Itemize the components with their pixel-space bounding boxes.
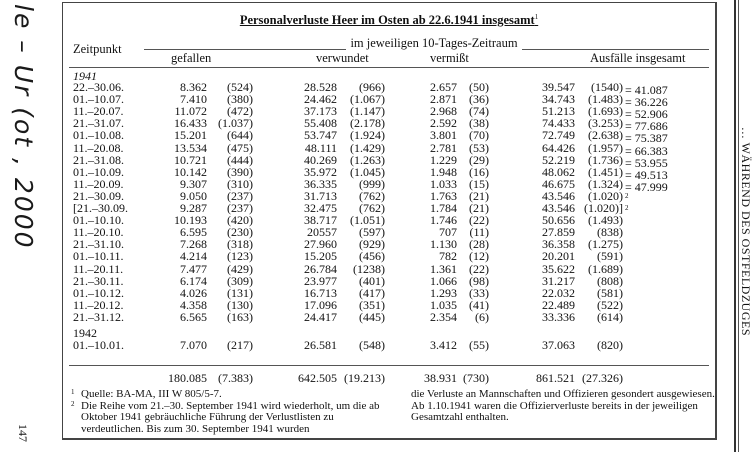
cell-ap: (1.493) [588,213,623,228]
cell-mp: (22) [469,261,489,276]
footnote-1-mark: 1 [71,388,75,396]
cell-v: 38.717 [304,213,337,228]
cell-m: 707 [439,225,457,240]
cell-vp: (1.924) [350,128,385,143]
cell-vp: (417) [359,285,385,300]
cell-vp: (445) [359,309,385,324]
table-row [63,152,715,170]
cell-a: 22.032 [542,285,575,300]
footnote-2-text: Die Reihe vom 21.–30. September 1941 wird wiederholt, um die ab Oktober 1941 gebräuchliche Führung der Verlustlisten zu verdeutlichen. Bis zum 30. September 1941 wurden [81,399,380,435]
cell-a: 37.063 [542,338,575,352]
cell-v: 17.096 [304,297,337,312]
cell-v: 55.408 [304,116,337,131]
cell-m: 2.871 [430,92,457,107]
cell-ap: (1.689) [588,261,623,276]
cell-ap: (591) [597,249,623,264]
cell-gp: (163) [227,309,253,324]
cell-date: 01.–10.08. [73,128,124,143]
cell-date: 21.–30.11. [73,273,124,288]
cell-date: [21.–30.09. [73,201,128,215]
cell-date: 21.–30.09. [73,188,124,203]
cell-mp: (50) [469,80,489,94]
cell-g: 9.307 [180,176,207,191]
cell-v: 20557 [307,225,337,240]
cell-a: 34.743 [542,92,575,107]
cell-mp: (15) [469,176,489,191]
table-row [63,339,715,351]
handwritten-note-text: le – Ur (ot , 2000 [9,4,38,250]
cell-sum-text: = 41.087 [625,83,668,97]
cell-v: 27.960 [304,237,337,252]
cell-date: 01.–10.10. [73,213,124,228]
cell-mp: (33) [469,285,489,300]
cell-v: 28.528 [304,80,337,94]
cell-g: 9.050 [180,188,207,203]
cell-a: 72.749 [542,128,575,143]
header-row-label: Zeitpunkt [73,42,122,56]
cell-gp: (475) [227,140,253,155]
cell-date: 01.–10.12. [73,285,124,300]
running-head-text: … WÄHREND DES OSTFELDZUGES [739,126,753,336]
cell-g: 10.193 [174,213,207,228]
cell-a: 48.062 [542,164,575,179]
cell-g: 4.214 [180,249,207,264]
cell-date: 01.–10.11. [73,249,124,264]
header-bottom-rule [69,67,709,68]
column-header-gefallen: gefallen [171,51,212,65]
cell-v: 15.205 [304,249,337,264]
footnotes-right-column [411,389,716,424]
cell-m: 2.354 [430,309,457,324]
total-gefallen: 180.085 [168,371,207,385]
cell-g: 11.072 [174,104,207,119]
cell-m: 1.948 [430,164,457,179]
table-box [62,2,717,440]
total-verwundet: 642.505 [298,371,337,385]
cell-gp: (318) [227,237,253,252]
cell-m: 782 [439,249,457,264]
cell-v: 31.713 [304,188,337,203]
cell-a: 39.547 [542,80,575,94]
cell-gp: (420) [227,213,253,228]
cell-a: 74.433 [542,116,575,131]
cell-sum-text: = 77.686 [625,119,668,134]
cell-gp: (472) [227,104,253,119]
cell-g: 9.287 [180,201,207,215]
cell-mp: (21) [469,201,489,215]
total-gefallen-officers: (7.383) [218,371,253,385]
total-vermisst: 38.931 [424,371,457,385]
cell-v: 32.475 [304,201,337,215]
cell-a: 35.622 [542,261,575,276]
cell-vp: (1238) [353,261,385,276]
cell-ap: (1.957) [588,140,623,155]
cell-date: 11.–20.09. [73,176,124,191]
cell-date: 01.–10.07. [73,92,124,107]
cell-g: 4.026 [180,285,207,300]
footnote-2-continuation: die Verluste an Mannschaften und Offizieren gesondert ausgewiesen. Ab 1.10.1941 waren die Offizierverluste bereits in der jeweiligen Gesamtzahl enthalten. [411,388,715,423]
cell-footnote-mark: 2 [625,191,629,200]
cell-m: 2.657 [430,80,457,94]
cell-m: 2.592 [430,116,457,131]
cell-a: 50.656 [542,213,575,228]
cell-sum-text: = 66.383 [625,143,668,158]
cell-m: 1.035 [430,297,457,312]
cell-date: 21.–31.07. [73,116,124,131]
cell-ap: (614) [597,309,623,324]
footnotes-left-column [71,389,399,435]
cell-footnote-mark: 2 [625,204,629,212]
cell-sum-text: = 47.999 [625,179,668,194]
cell-vp: (351) [359,297,385,312]
cell-a: 20.201 [542,249,575,264]
cell-a: 33.336 [542,309,575,324]
cell-m: 1.746 [430,213,457,228]
cell-ap: (1.693) [588,104,623,119]
cell-v: 24.417 [304,309,337,324]
column-header-vermisst: vermißt [430,51,469,65]
cell-gp: (237) [227,201,253,215]
column-header-verwundet: verwundet [316,51,369,65]
title-footnote-mark: 1 [534,13,539,21]
cell-date: 22.–30.06. [73,80,124,94]
cell-mp: (16) [469,164,489,179]
footnote-2-mark: 2 [71,399,75,408]
cell-v: 26.784 [304,261,337,276]
cell-g: 6.565 [180,309,207,324]
cell-vp: (456) [359,249,385,264]
cell-gp: (217) [227,338,253,352]
cell-m: 3.801 [430,128,457,143]
totals-rule [69,365,709,366]
header-span-text: im jeweiligen 10-Tages-Zeitraum [346,36,521,50]
total-vermisst-officers: (730) [463,371,489,385]
handwritten-margin-note [2,2,42,250]
cell-ap: (1.020)] [584,201,623,215]
table-row [63,140,715,158]
cell-vp: (1.051) [350,213,385,228]
cell-mp: (28) [469,237,489,252]
table-row [63,287,715,299]
cell-date: 11.–20.08. [73,140,124,155]
cell-vp: (2.178) [350,116,385,131]
cell-ap: (581) [597,285,623,300]
cell-mp: (12) [469,249,489,264]
table-row [63,299,715,311]
totals-row [63,371,715,385]
cell-vp: (1.429) [350,140,385,155]
table-row [63,263,715,275]
cell-mp: (74) [469,104,489,119]
cell-a: 43.546 [542,188,575,203]
cell-ap: (838) [597,225,623,240]
table-row [63,128,715,146]
cell-gp: (524) [227,80,253,94]
cell-date: 01.–10.01. [73,338,124,352]
cell-m: 1.763 [430,188,457,203]
cell-m: 2.968 [430,104,457,119]
table-title-text: Personalverluste Heer im Osten ab 22.6.1941 insgesamt [239,13,535,28]
cell-g: 7.268 [180,237,207,252]
cell-gp: (429) [227,261,253,276]
table-title [63,13,715,28]
cell-date: 21.–31.10. [73,237,124,252]
cell-date: 01.–10.09. [73,164,124,179]
cell-sum-text: = 53.955 [625,155,668,170]
cell-v: 16.713 [304,285,337,300]
cell-g: 8.362 [180,80,207,94]
cell-date: 11.–20.11. [73,261,124,276]
cell-mp: (29) [469,152,489,167]
table-row [63,275,715,287]
cell-vp: (999) [359,176,385,191]
total-verwundet-officers: (19.213) [344,371,385,385]
cell-ap: (1.324) [588,176,623,191]
cell-mp: (55) [469,338,489,352]
table-row [63,176,715,194]
cell-vp: (401) [359,273,385,288]
cell-v: 37.173 [304,104,337,119]
cell-ap: (1.483) [588,92,623,107]
cell-a: 31.217 [542,273,575,288]
total-ausfaelle: 861.521 [536,371,575,385]
cell-v: 36.335 [304,176,337,191]
cell-gp: (130) [227,297,253,312]
cell-m: 2.781 [430,140,457,155]
cell-ap: (808) [597,273,623,288]
cell-gp: (644) [227,128,253,143]
cell-vp: (1.147) [350,104,385,119]
cell-gp: (309) [227,273,253,288]
cell-vp: (597) [359,225,385,240]
footnote-1-text: Quelle: BA-MA, III W 805/5-7. [81,388,222,400]
cell-v: 26.581 [304,338,337,352]
header-span-label [63,36,715,51]
cell-g: 13.534 [174,140,207,155]
cell-ap: (2.638) [588,128,623,143]
cell-mp: (22) [469,213,489,228]
cell-v: 48.111 [304,140,337,155]
cell-sum-text: = 49.513 [625,167,668,182]
cell-mp: (41) [469,297,489,312]
cell-gp: (310) [227,176,253,191]
cell-date: 11.–20.07. [73,104,124,119]
cell-m: 1.130 [430,237,457,252]
cell-mp: (38) [469,116,489,131]
cell-gp: (380) [227,92,253,107]
cell-g: 10.721 [174,152,207,167]
cell-a: 43.546 [542,201,575,215]
cell-a: 64.426 [542,140,575,155]
cell-vp: (1.045) [350,164,385,179]
cell-m: 1.784 [430,201,457,215]
cell-vp: (762) [359,201,385,215]
cell-gp: (444) [227,152,253,167]
cell-a: 22.489 [542,297,575,312]
cell-m: 1.066 [430,273,457,288]
cell-mp: (21) [469,188,489,203]
cell-m: 1.033 [430,176,457,191]
cell-a: 51.213 [542,104,575,119]
column-header-ausfaelle: Ausfälle insgesamt [590,51,686,65]
cell-ap: (522) [597,297,623,312]
year-label-1942: 1942 [73,326,97,340]
cell-m: 3.412 [430,338,457,352]
cell-g: 16.433 [174,116,207,131]
cell-m: 1.293 [430,285,457,300]
cell-g: 4.358 [180,297,207,312]
cell-ap: (1.736) [588,152,623,167]
cell-v: 35.972 [304,164,337,179]
cell-mp: (53) [469,140,489,155]
running-head [738,6,753,336]
cell-date: 21.–31.08. [73,152,124,167]
cell-gp: (123) [227,249,253,264]
cell-date: 11.–20.10. [73,225,124,240]
cell-mp: (11) [469,225,489,240]
cell-vp: (548) [359,338,385,352]
cell-g: 7.477 [180,261,207,276]
cell-ap: (1.020) [588,188,623,203]
cell-g: 7.070 [180,338,207,352]
cell-g: 6.595 [180,225,207,240]
page-number: 147 [16,424,30,442]
cell-vp: (929) [359,237,385,252]
cell-ap: (1.451) [588,164,623,179]
cell-ap: (1.275) [588,237,623,252]
cell-a: 52.219 [542,152,575,167]
cell-ap: (820) [597,338,623,352]
year-label-1941: 1941 [73,69,97,83]
cell-sum-text: = 36.226 [625,95,668,110]
cell-g: 10.142 [174,164,207,179]
cell-vp: (966) [359,80,385,94]
cell-date: 11.–20.12. [73,297,124,312]
cell-g: 15.201 [174,128,207,143]
cell-vp: (1.067) [350,92,385,107]
cell-gp: (1.037) [218,116,253,131]
cell-date: 21.–31.12. [73,309,124,324]
cell-mp: (98) [469,273,489,288]
cell-a: 36.358 [542,237,575,252]
cell-a: 46.675 [542,176,575,191]
cell-ap: (1540) [591,80,623,94]
cell-m: 1.361 [430,261,457,276]
cell-a: 27.859 [542,225,575,240]
cell-sum-text: = 52.906 [625,107,668,122]
table-row [63,311,715,323]
cell-mp: (6) [475,309,489,324]
cell-sum-text: = 75.387 [625,131,668,146]
cell-ap: (3.253) [588,116,623,131]
cell-mp: (70) [469,128,489,143]
total-ausfaelle-officers: (27.326) [582,371,623,385]
cell-vp: (762) [359,188,385,203]
cell-g: 7.410 [180,92,207,107]
cell-vp: (1.263) [350,152,385,167]
table-row [63,164,715,182]
cell-gp: (237) [227,188,253,203]
table-row [63,250,715,262]
cell-m: 1.229 [430,152,457,167]
cell-v: 23.977 [304,273,337,288]
cell-mp: (36) [469,92,489,107]
cell-v: 53.747 [304,128,337,143]
footnote-2 [71,401,399,436]
cell-gp: (390) [227,164,253,179]
cell-gp: (230) [227,225,253,240]
cell-gp: (131) [227,285,253,300]
cell-v: 24.462 [304,92,337,107]
cell-g: 6.174 [180,273,207,288]
cell-v: 40.269 [304,152,337,167]
